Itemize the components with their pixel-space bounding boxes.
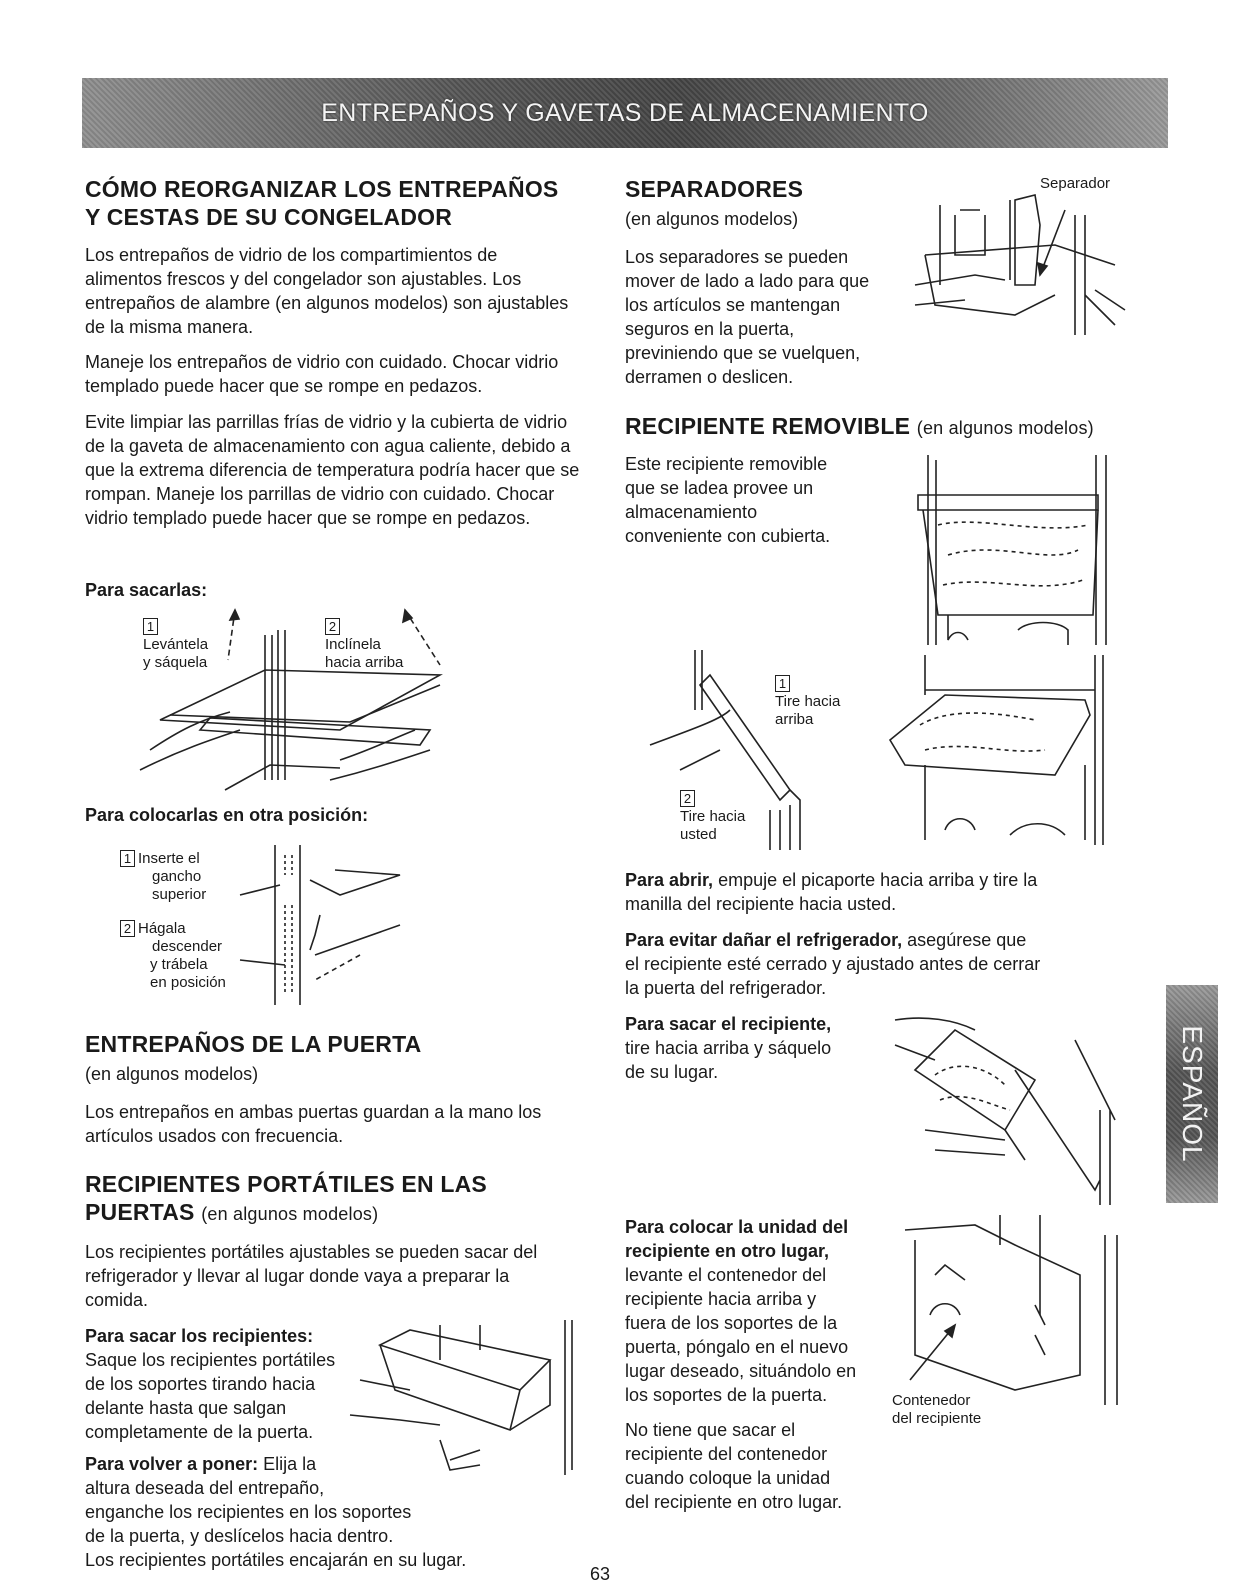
bin-step2-label (680, 790, 745, 844)
step2-number: 2 (325, 618, 340, 635)
pos2-label (120, 920, 260, 992)
door-shelves-subtitle: (en algunos modelos) (85, 1064, 259, 1084)
section-banner (82, 78, 1168, 148)
shelf-removal-illustration (140, 600, 460, 790)
dividers-subtitle: (en algunos modelos) (625, 209, 799, 229)
bin-avoid-label: Para evitar dañar el refrigerador, (625, 930, 903, 950)
door-shelves-section (85, 1030, 605, 1058)
pos2-line2: descender (152, 938, 223, 955)
portable-body: Los recipientes portátiles ajustables se pueden sacar del refrigerador y llevar al lugar donde vaya a preparar la comida. (85, 1242, 538, 1310)
dividers-line3: los artículos se mantengan (625, 295, 841, 315)
pos2-line4: en posición (150, 974, 226, 991)
reposition-heading: Para colocarlas en otra posición: (85, 805, 369, 825)
bin-move-line3: fuera de los soportes de la (625, 1313, 838, 1333)
bin-move-line5: lugar deseado, situándolo en (625, 1361, 857, 1381)
bin-move-block (625, 1215, 900, 1407)
bin-remove-label: Para sacar el recipiente, (625, 1014, 832, 1034)
portable-remove-l4: completamente de la puerta. (85, 1422, 314, 1442)
bin-container-illustration (905, 1215, 1140, 1410)
step2-line2: hacia arriba (325, 654, 404, 671)
dividers-line5: previniendo que se vuelquen, (625, 343, 861, 363)
bin-step2-line2: usted (680, 826, 717, 843)
page-number: 63 (590, 1564, 611, 1584)
bin-move-label-line1: Para colocar la unidad del (625, 1217, 849, 1237)
dividers-line6: derramen o deslicen. (625, 367, 794, 387)
bin-intro-line2: que se ladea provee un (625, 478, 814, 498)
bin-note-line2: recipiente del contenedor (625, 1444, 828, 1464)
bin-note-line3: cuando coloque la unidad (625, 1468, 831, 1488)
portable-remove-label: Para sacar los recipientes: (85, 1326, 314, 1346)
bin-avoid-block (625, 928, 1155, 1000)
step1-line2: y sáquela (143, 654, 208, 671)
portable-remove-l3: delante hasta que salgan (85, 1398, 287, 1418)
bin-step2-number: 2 (680, 790, 695, 807)
bin-move-line2: recipiente hacia arriba y (625, 1289, 817, 1309)
bin-intro-line4: conveniente con cubierta. (625, 526, 831, 546)
shelf-reposition-illustration (240, 845, 410, 1010)
bin-title: RECIPIENTE REMOVIBLE (625, 413, 911, 439)
bin-step1-number: 1 (775, 675, 790, 692)
pos2-number: 2 (120, 920, 135, 937)
bin-move-line1: levante el contenedor del (625, 1265, 827, 1285)
bin-section (625, 412, 1155, 442)
step1-number: 1 (143, 618, 158, 635)
bin-step2-line1: Tire hacia (680, 808, 746, 825)
bin-step1-line1: Tire hacia (775, 693, 841, 710)
bin-open-block (625, 868, 1145, 916)
language-tab (1166, 985, 1218, 1203)
portable-title-suffix: (en algunos modelos) (201, 1204, 379, 1224)
pos1-line3: superior (152, 886, 207, 903)
container-label (892, 1392, 981, 1428)
portable-replace-l2: altura deseada del entrepaño, (85, 1478, 325, 1498)
bin-open-text: empuje el picaporte hacia arriba y tire la (718, 870, 1038, 890)
bin-step1-line2: arriba (775, 711, 814, 728)
bin-note-line4: del recipiente en otro lugar. (625, 1492, 843, 1512)
reorganize-section (85, 175, 605, 231)
bin-move-label-line2: recipiente en otro lugar, (625, 1241, 830, 1261)
pos1-line1: Inserte el (138, 850, 200, 867)
portable-title-line1: RECIPIENTES PORTÁTILES EN LAS (85, 1171, 487, 1197)
portable-replace-label: Para volver a poner: (85, 1454, 259, 1474)
reorganize-title-line1: CÓMO REORGANIZAR LOS ENTREPAÑOS (85, 176, 559, 202)
divider-illustration (915, 195, 1125, 345)
pos1-line2: gancho (152, 868, 202, 885)
dividers-body (625, 245, 915, 389)
bin-intro-line1: Este recipiente removible (625, 454, 828, 474)
portable-remove-l1: Saque los recipientes portátiles (85, 1350, 336, 1370)
bin-remove-line1: tire hacia arriba y sáquelo (625, 1038, 832, 1058)
banner-title: ENTREPAÑOS Y GAVETAS DE ALMACENAMIENTO (321, 98, 929, 127)
bin-intro-line3: almacenamiento (625, 502, 758, 522)
portable-replace-l4: de la puerta, y deslícelos hacia dentro. (85, 1526, 394, 1546)
portable-replace-l5: Los recipientes portátiles encajarán en su lugar. (85, 1550, 467, 1570)
bin-title-suffix: (en algunos modelos) (916, 418, 1094, 438)
bin-remove-illustration (895, 1010, 1120, 1205)
bin-open-label: Para abrir, (625, 870, 714, 890)
portable-title-line2: PUERTAS (85, 1199, 195, 1225)
dividers-section (625, 175, 803, 203)
portable-bin-illustration (350, 1320, 580, 1480)
bin-note-block (625, 1418, 885, 1514)
step1-line1: Levántela (143, 636, 209, 653)
dividers-line1: Los separadores se pueden (625, 247, 849, 267)
bin-step1-label (775, 675, 840, 729)
door-shelves-body: Los entrepaños en ambas puertas guardan a la mano los artículos usados con frecuencia. (85, 1102, 542, 1146)
reorganize-p3: Evite limpiar las parrillas frías de vidrio y la cubierta de vidrio de la gaveta de almacenamiento con agua caliente, debido a que la extrema diferencia de temperatura podría hacer que se rompan. Maneje los parrillas de vidrio con cuidado. Chocar vidrio templado puede hacer que se rompe en pedazos. (85, 412, 580, 528)
portable-replace-l1: Elija la (263, 1454, 317, 1474)
pos2-line1: Hágala (138, 920, 186, 937)
step2-line1: Inclínela (325, 636, 381, 653)
reorganize-title-line2: Y CESTAS DE SU CONGELADOR (85, 204, 453, 230)
portable-replace-l3: enganche los recipientes en los soportes (85, 1502, 412, 1522)
portable-remove-l2: de los soportes tirando hacia (85, 1374, 316, 1394)
dividers-title: SEPARADORES (625, 176, 804, 202)
pos2-line3: y trábela (150, 956, 208, 973)
bin-intro (625, 452, 885, 548)
bin-remove-block (625, 1012, 885, 1084)
bin-note-line1: No tiene que sacar el (625, 1420, 796, 1440)
bin-remove-line2: de su lugar. (625, 1062, 719, 1082)
portable-section (85, 1170, 605, 1228)
bin-avoid-text: asegúrese que (907, 930, 1027, 950)
container-label-line2: del recipiente (892, 1410, 982, 1427)
divider-figure-label: Separador (1040, 175, 1111, 192)
pos1-label (120, 850, 260, 904)
bin-avoid-text3: la puerta del refrigerador. (625, 978, 827, 998)
bin-open-text2: manilla del recipiente hacia usted. (625, 894, 897, 914)
reorganize-p1: Los entrepaños de vidrio de los compartimientos de alimentos frescos y del congelador son ajustables. Los entrepaños de alambre (en algunos modelos) son ajustables de la misma manera. (85, 245, 569, 337)
dividers-line2: mover de lado a lado para que (625, 271, 870, 291)
bin-closed-illustration (918, 455, 1113, 645)
door-shelves-title: ENTREPAÑOS DE LA PUERTA (85, 1031, 422, 1057)
bin-move-line4: puerta, póngalo en el nuevo (625, 1337, 849, 1357)
bin-move-line6: los soportes de la puerta. (625, 1385, 828, 1405)
bin-avoid-text2: el recipiente esté cerrado y ajustado antes de cerrar (625, 954, 1041, 974)
pos1-number: 1 (120, 850, 135, 867)
bin-open-illustration (885, 655, 1110, 845)
container-label-line1: Contenedor (892, 1392, 971, 1409)
remove-shelves-heading: Para sacarlas: (85, 580, 208, 600)
dividers-line4: seguros en la puerta, (625, 319, 795, 339)
reorganize-p2: Maneje los entrepaños de vidrio con cuidado. Chocar vidrio templado puede hacer que se rompe en pedazos. (85, 352, 559, 396)
language-tab-label: ESPAÑOL (1177, 1025, 1208, 1163)
